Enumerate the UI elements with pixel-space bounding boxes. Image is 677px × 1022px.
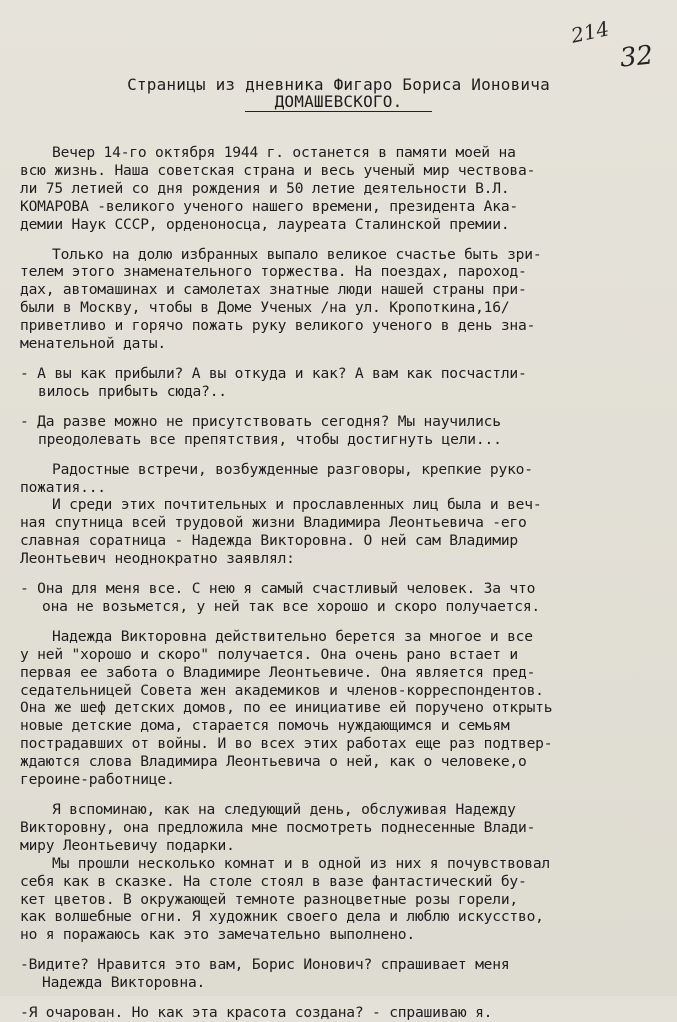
text-line: героине-работнице.: [20, 771, 175, 789]
paragraph-bouquet: [20, 855, 660, 945]
text-line: -Видите? Нравится это вам, Борис Ионович? спрашивает меня: [20, 956, 510, 974]
text-line: ждаются слова Владимира Леонтьевича о ней, как о человеке,о: [20, 753, 527, 771]
dialogue-answer: [20, 413, 660, 449]
dialogue-answer-2: [20, 1004, 660, 1022]
text-line: седательницей Совета жен академиков и членов-корреспондентов.: [20, 681, 544, 699]
paragraph-memory: [20, 801, 660, 855]
text-line: Вечер 14-го октября 1944 г. останется в памяти моей на: [52, 144, 516, 161]
text-line: Викторовну, она предложила мне посмотреть поднесенные Влади-: [20, 818, 536, 836]
text-line: приветливо и горячо пожать руку великого ученого в день зна-: [20, 317, 536, 335]
text-line: - Она для меня все. С нею я самый счастливый человек. За что: [20, 580, 536, 598]
dialogue-question: [20, 365, 660, 401]
text-line: она не возьмется, у ней так все хорошо и скоро получается.: [42, 597, 540, 615]
text-line: менательной даты.: [20, 335, 166, 353]
text-line: Надежда Викторовна.: [42, 974, 206, 992]
paragraph-companion: [20, 496, 660, 568]
text-line: -Я очарован. Но как эта красота создана? - спрашиваю я.: [20, 1004, 493, 1022]
text-line: вилось прибыть сюда?..: [38, 382, 227, 400]
text-line: славная соратница - Надежда Викторовна. О ней сам Владимир: [20, 532, 518, 550]
page-title: [0, 76, 677, 112]
text-line: - А вы как прибыли? А вы откуда и как? А вам как посчастли-: [20, 364, 527, 382]
text-line: Я вспоминаю, как на следующий день, обслуживая Надежду: [52, 801, 516, 818]
text-line: Радостные встречи, возбужденные разговоры, крепкие руко-: [52, 460, 533, 478]
text-line: Надежда Викторовна действительно берется за многое и все: [52, 627, 533, 645]
text-line: были в Москву, чтобы в Доме Ученых /на ул. Кропоткина,16/: [20, 299, 510, 317]
text-line: пожатия...: [20, 478, 106, 496]
text-line: себя как в сказке. На столе стоял в вазе фантастический бу-: [20, 872, 527, 890]
text-line: КОМАРОВА -великого ученого нашего времени, президента Ака-: [20, 197, 518, 215]
text-line: новые детские дома, старается помочь нуждающимся и семьям: [20, 717, 510, 735]
dialogue-quote: [20, 580, 660, 616]
text-line: Леонтьевич неоднократно заявлял:: [20, 550, 295, 568]
page-number: 32: [618, 40, 655, 74]
document-body: [20, 144, 660, 1022]
text-line: всю жизнь. Наша советская страна и весь ученый мир чествова-: [20, 161, 536, 179]
paragraph-celebration: [20, 246, 660, 353]
text-line: у ней "хорошо и скоро" получается. Она очень рано встает и: [20, 645, 518, 663]
text-line: телем этого знаменательного торжества. На поездах, пароход-: [20, 263, 527, 281]
text-line: пострадавших от войны. И во всех этих работах еще раз подтвер-: [20, 735, 553, 753]
text-line: - Да разве можно не присутствовать сегодня? Мы научились: [20, 412, 501, 430]
text-line: но я поражаюсь как это замечательно выполнено.: [20, 926, 415, 944]
text-line: Мы прошли несколько комнат и в одной из них я почувствовал: [52, 854, 550, 872]
title-line-1: Страницы из дневника Фигаро Бориса Ионовича: [127, 75, 550, 94]
text-line: преодолевать все препятствия, чтобы достигнуть цели...: [38, 430, 502, 448]
text-line: ная спутница всей трудовой жизни Владимира Леонтьевича -его: [20, 514, 527, 532]
text-line: И среди этих почтительных и прославленных лиц была и веч-: [52, 496, 542, 514]
text-line: миру Леонтьевичу подарки.: [20, 836, 235, 854]
text-line: первая ее забота о Владимире Леонтьевиче. Она является пред-: [20, 663, 536, 681]
paragraph-nadezhda: [20, 628, 660, 789]
title-line-2: ДОМАШЕВСКОГО.: [245, 93, 433, 112]
text-line: Она же шеф детских домов, по ее инициативе ей поручено открыть: [20, 699, 553, 717]
text-line: демии Наук СССР, орденоносца, лауреата Сталинской премии.: [20, 215, 510, 233]
text-line: кет цветов. В окружающей темноте разноцветные розы горели,: [20, 890, 518, 908]
paragraph-intro: [20, 144, 660, 234]
text-line: Только на долю избранных выпало великое счастье быть зри-: [52, 245, 542, 263]
dialogue-question-2: [20, 956, 660, 992]
text-line: как волшебные огни. Я художник своего дела и люблю искусство,: [20, 908, 544, 926]
paragraph-meetings: [20, 461, 660, 497]
text-line: ли 75 летией со дня рождения и 50 летие деятельности В.Л.: [20, 179, 510, 197]
archive-number-mark: 214: [568, 16, 612, 48]
text-line: дах, автомашинах и самолетах знатные люди нашей страны при-: [20, 281, 527, 299]
